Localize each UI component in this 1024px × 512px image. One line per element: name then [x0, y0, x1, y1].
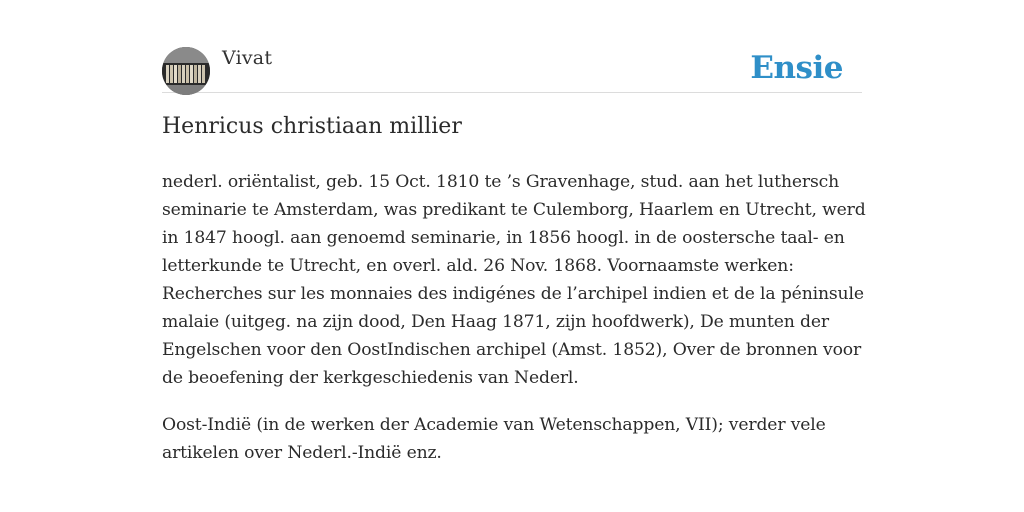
page-title: Henricus christiaan millier: [162, 114, 462, 139]
text-line: Engelschen voor den OostIndischen archipel (Amst. 1852), Over de bronnen voor: [162, 340, 862, 360]
book-shelf-avatar-icon[interactable]: [162, 47, 210, 95]
text-line: Recherches sur les monnaies des indigénes de l’archipel indien et de la péninsule: [162, 284, 864, 304]
brand-logo-link[interactable]: Ensie: [750, 50, 843, 86]
text-line: artikelen over Nederl.-Indië enz.: [162, 443, 442, 463]
text-line: Oost-Indië (in de werken der Academie van Wetenschappen, VII); verder vele: [162, 415, 826, 435]
header: [162, 0, 862, 93]
entry-card: [162, 0, 866, 463]
text-line: letterkunde te Utrecht, en overl. ald. 26 Nov. 1868. Voornaamste werken:: [162, 256, 794, 276]
text-line: in 1847 hoogl. aan genoemd seminarie, in 1856 hoogl. in de oostersche taal- en: [162, 228, 845, 248]
definition-paragraph: [162, 168, 874, 392]
text-line: malaie (uitgeg. na zijn dood, Den Haag 1871, zijn hoofdwerk), De munten der: [162, 312, 829, 332]
text-line: nederl. oriëntalist, geb. 15 Oct. 1810 te ’s Gravenhage, stud. aan het luthersch: [162, 172, 840, 192]
definition-paragraph-2: [162, 411, 874, 467]
text-line: de beoefening der kerkgeschiedenis van Nederl.: [162, 368, 579, 388]
source-name-link[interactable]: Vivat: [222, 47, 273, 69]
text-line: seminarie te Amsterdam, was predikant te Culemborg, Haarlem en Utrecht, werd: [162, 200, 866, 220]
